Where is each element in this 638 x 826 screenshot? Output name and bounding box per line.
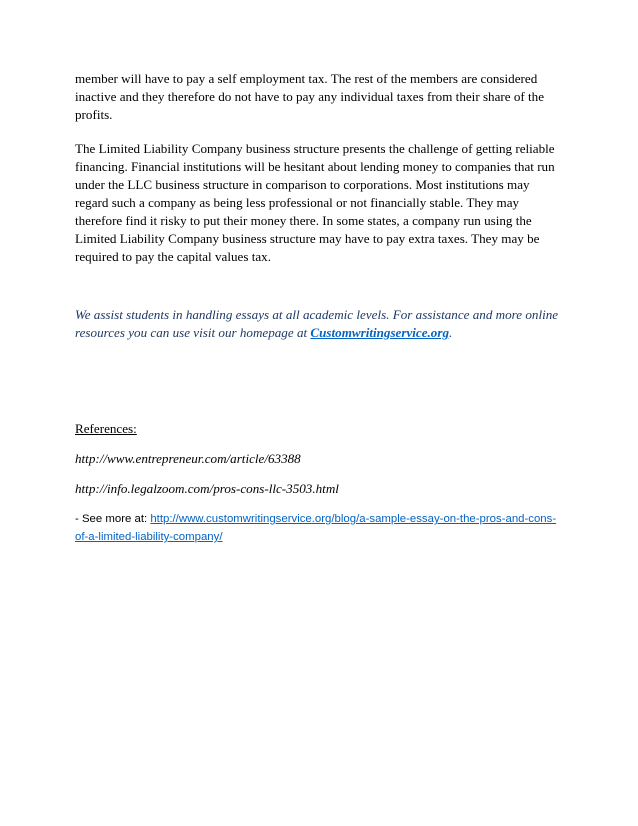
body-paragraph-2: The Limited Liability Company business structure presents the challenge of getting reliable financing. Financial institutions will be hesitant about lending money to companies that run under the LLC business structure in comparison to corporations. Most institutions may regard such a company as being less professional or not financially stable. They may therefore find it risky to put their money there. In some states, a company run using the Limited Liability Company business structure may have to pay extra taxes. They may be required to pay the capital values tax. (75, 141, 555, 264)
references-heading: References: (75, 421, 137, 436)
promo-text: We assist students in handling essays at all academic levels. For assistance and more online resources you can use visit our homepage at (75, 307, 559, 340)
reference-item-2: http://info.legalzoom.com/pros-cons-llc-3503.html (75, 481, 339, 496)
body-paragraph-1: member will have to pay a self employment tax. The rest of the members are considered inactive and they therefore do not have to pay any individual taxes from their share of the profits. (75, 71, 545, 122)
promo-paragraph (75, 306, 565, 342)
see-more-prefix: - See more at: (75, 513, 151, 525)
see-more-line (75, 510, 565, 546)
document-page (75, 70, 565, 546)
promo-suffix: . (449, 325, 453, 340)
homepage-link[interactable]: Customwritingservice.org (310, 325, 449, 340)
see-more-link[interactable]: http://www.customwritingservice.org/blog/a-sample-essay-on-the-pros-and-cons-of-a-limited-liability-company/ (75, 513, 557, 543)
reference-item-1: http://www.entrepreneur.com/article/63388 (75, 451, 301, 466)
